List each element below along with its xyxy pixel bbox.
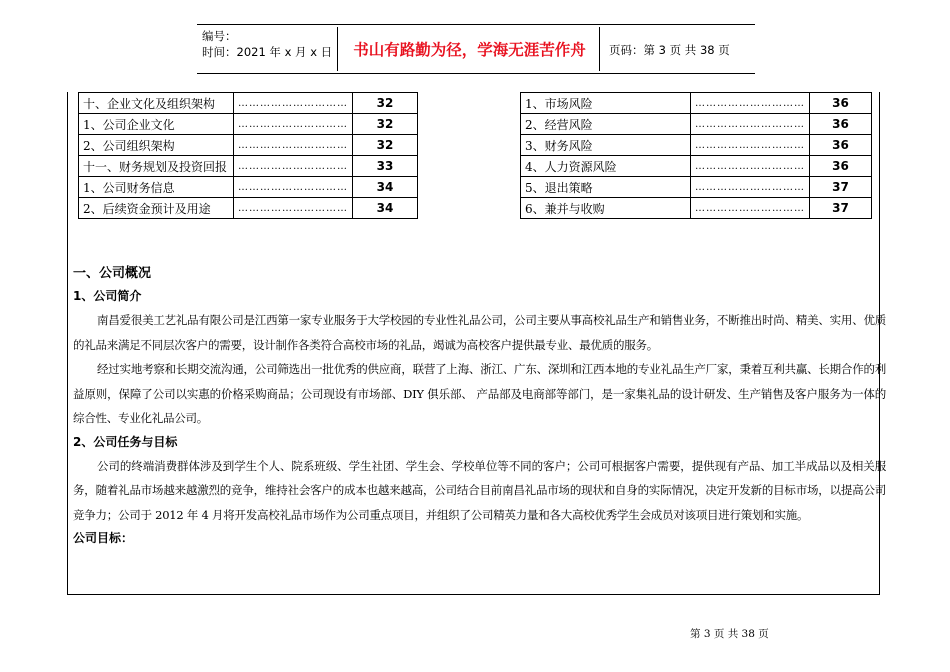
header-page-info: 页码：第 3 页 共 38 页 <box>609 43 730 57</box>
page-footer: 第 3 页 共 38 页 <box>690 628 769 640</box>
subsection-heading: 1、公司简介 <box>73 289 142 303</box>
toc-leader-dots: ………………………… <box>234 93 353 114</box>
toc-row[interactable] <box>79 114 418 135</box>
toc-page-number: 37 <box>810 177 872 198</box>
toc-label: 十、企业文化及组织架构 <box>79 93 234 114</box>
toc-row[interactable] <box>79 135 418 156</box>
header-meta <box>202 28 332 60</box>
toc-table-right <box>520 92 872 219</box>
toc-row[interactable] <box>79 156 418 177</box>
toc-leader-dots: ………………………… <box>691 135 810 156</box>
toc-row[interactable] <box>521 156 872 177</box>
body-paragraph: 南昌爱很美工艺礼品有限公司是江西第一家专业服务于大学校园的专业性礼品公司，公司主要从事高校礼品生产和销售业务，不断推出时尚、精美、实用、优质的礼品来满足不同层次客户的需要，设计制作各类符合高校市场的礼品，竭诚为高校客户提供最专业、最优质的服务。 <box>73 313 886 352</box>
goal-heading: 公司目标： <box>73 531 134 545</box>
toc-row[interactable] <box>79 93 418 114</box>
toc-label: 4、人力资源风险 <box>521 156 691 177</box>
header-divider <box>599 27 600 71</box>
toc-row[interactable] <box>521 93 872 114</box>
toc-label: 1、公司企业文化 <box>79 114 234 135</box>
toc-page-number: 36 <box>810 114 872 135</box>
body-paragraph: 公司的终端消费群体涉及到学生个人、院系班级、学生社团、学生会、学校单位等不同的客户；公司可根据客户需要，提供现有产品、加工半成品以及相关服务，随着礼品市场越来越激烈的竞争，维持社会客户的成本也越来越高，公司结合目前南昌礼品市场的现状和自身的实际情况，决定开发新的目标市场，以提高公司竞争力；公司于 2012 年 4 月将开发高校礼品市场作为公司重点项目，并组织了公司精英力量和各大高校优秀学生会成员对该项目进行策划和实施。 <box>73 458 886 522</box>
toc-table-left <box>78 92 418 219</box>
toc-leader-dots: ………………………… <box>691 156 810 177</box>
toc-row[interactable] <box>521 198 872 219</box>
toc-page-number: 36 <box>810 156 872 177</box>
toc-page-number: 33 <box>353 156 418 177</box>
toc-label: 5、退出策略 <box>521 177 691 198</box>
section-heading: 一、公司概况 <box>73 266 152 281</box>
toc-leader-dots: ………………………… <box>234 135 353 156</box>
toc-page-number: 32 <box>353 114 418 135</box>
toc-leader-dots: ………………………… <box>691 177 810 198</box>
toc-page-number: 32 <box>353 93 418 114</box>
toc-leader-dots: ………………………… <box>691 114 810 135</box>
toc-label: 3、财务风险 <box>521 135 691 156</box>
document-time: 时间：2021 年 x 月 x 日 <box>202 45 333 59</box>
toc-label: 2、公司组织架构 <box>79 135 234 156</box>
subsection-heading: 2、公司任务与目标 <box>73 434 178 449</box>
toc-row[interactable] <box>521 135 872 156</box>
toc-page-number: 34 <box>353 198 418 219</box>
toc-leader-dots: ………………………… <box>691 198 810 219</box>
toc-label: 十一、财务规划及投资回报 <box>79 156 234 177</box>
toc-row[interactable] <box>79 177 418 198</box>
toc-label: 1、市场风险 <box>521 93 691 114</box>
toc-leader-dots: ………………………… <box>234 198 353 219</box>
document-body <box>73 262 886 550</box>
toc-leader-dots: ………………………… <box>234 156 353 177</box>
toc-label: 1、公司财务信息 <box>79 177 234 198</box>
toc-label: 2、经营风险 <box>521 114 691 135</box>
header-divider <box>337 27 338 71</box>
toc-leader-dots: ………………………… <box>234 114 353 135</box>
toc-page-number: 36 <box>810 93 872 114</box>
toc-label: 6、兼并与收购 <box>521 198 691 219</box>
toc-label: 2、后续资金预计及用途 <box>79 198 234 219</box>
document-number-label: 编号： <box>202 29 237 43</box>
toc-leader-dots: ………………………… <box>234 177 353 198</box>
header-motto: 书山有路勤为径，学海无涯苦作舟 <box>353 41 586 59</box>
page-header <box>197 24 755 74</box>
toc-page-number: 34 <box>353 177 418 198</box>
toc-page-number: 32 <box>353 135 418 156</box>
body-paragraph: 经过实地考察和长期交流沟通，公司筛选出一批优秀的供应商，联营了上海、浙江、广东、深圳和江西本地的专业礼品生产厂家，秉着互利共赢、长期合作的利益原则，保障了公司以实惠的价格采购商品；公司现设有市场部、DIY 俱乐部、 产品部及电商部等部门，是一家集礼品的设计研发、生产销售及客户服务为一体的综合性、专业化礼品公司。 <box>73 362 886 425</box>
content-frame <box>67 92 886 595</box>
toc-page-number: 36 <box>810 135 872 156</box>
toc-row[interactable] <box>521 114 872 135</box>
toc-page-number: 37 <box>810 198 872 219</box>
toc-row[interactable] <box>79 198 418 219</box>
toc-row[interactable] <box>521 177 872 198</box>
toc-leader-dots: ………………………… <box>691 93 810 114</box>
